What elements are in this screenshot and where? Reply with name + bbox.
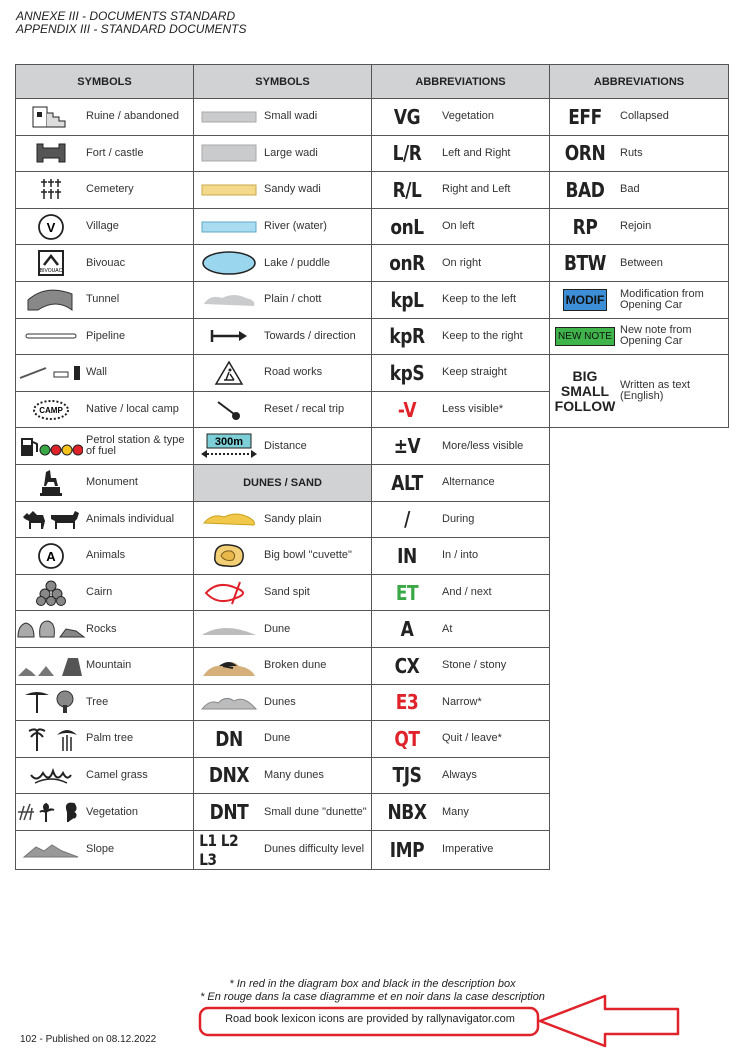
abbreviation-code: kpS [389, 360, 425, 385]
subheader-dunes-sand: DUNES / SAND [194, 464, 372, 501]
abbreviation-code: A [400, 617, 414, 642]
entry-description: Alternance [442, 476, 495, 489]
column-header-symbols-1: SYMBOLS [16, 65, 194, 99]
entry-description: More/less visible [442, 439, 524, 452]
entry-description: Bad [620, 183, 640, 196]
credit-text: Road book lexicon icons are provided by rallynavigator.com [225, 1013, 515, 1025]
entry-description: Native / local camp [86, 403, 179, 416]
header-line-fr: ANNEXE III - DOCUMENTS STANDARD [16, 9, 236, 23]
entry-description: Small wadi [264, 110, 318, 123]
abbreviation-code: CX [394, 653, 420, 678]
abbreviation-code: NBX [387, 800, 427, 825]
abbreviation-code: IN [397, 543, 417, 568]
abbreviation-code: -V [397, 397, 417, 422]
column-header-abbreviations-2: ABBREVIATIONS [550, 65, 729, 99]
abbreviation-code: ET [395, 580, 419, 605]
entry-description: Monument [86, 476, 138, 489]
entry-description: On left [442, 220, 475, 233]
entry-description: Cairn [86, 586, 113, 599]
entry-description: At [442, 622, 453, 635]
entry-description: Fort / castle [86, 146, 144, 159]
entry-description: Stone / stony [442, 659, 507, 672]
abbreviation-code: DNX [208, 763, 250, 788]
entry-description: Mountain [86, 659, 132, 672]
published-info: 102 - Published on 08.12.2022 [20, 1034, 157, 1045]
entry-description: Dune [264, 622, 291, 635]
entry-description: Less visible* [442, 403, 504, 416]
abbreviation-code: ALT [391, 470, 423, 495]
header-line-en: APPENDIX III - STANDARD DOCUMENTS [16, 22, 247, 36]
abbreviation-code: BTW [563, 251, 607, 276]
entry-description: Imperative [442, 843, 494, 856]
entry-description: Left and Right [442, 146, 511, 159]
entry-description: Ruine / abandoned [86, 110, 179, 123]
credit-highlight-box [200, 1008, 538, 1035]
entry-description: Reset / recal trip [264, 403, 345, 416]
abbreviation-code: DN [215, 726, 243, 751]
column-header-abbreviations-1: ABBREVIATIONS [372, 65, 550, 99]
abbreviation-code: VG [393, 104, 421, 129]
entry-description: Sandy wadi [264, 183, 321, 196]
entry-description: Palm tree [86, 732, 134, 745]
entry-description: Big bowl "cuvette" [264, 549, 352, 562]
entry-description: Many [442, 805, 469, 818]
entry-description: Cemetery [86, 183, 134, 196]
arrow-shape [540, 996, 678, 1046]
entry-description: Sand spit [264, 586, 310, 599]
entry-description: Collapsed [620, 110, 669, 123]
entry-description: Petrol station & type of fuel [86, 434, 185, 458]
abbreviation-code: BAD [565, 177, 605, 202]
abbreviation-code: L1 L2 L3 [199, 830, 239, 869]
entry-description: Between [620, 256, 663, 269]
entry-description: New note from Opening Car [620, 324, 692, 348]
abbreviation-code: kpL [390, 287, 424, 312]
column-header-symbols-2: SYMBOLS [194, 65, 372, 99]
entry-description: Animals [86, 549, 126, 562]
entry-description: Bivouac [86, 256, 126, 269]
entry-description: Village [86, 220, 119, 233]
entry-description: Always [442, 768, 477, 781]
entry-description: Right and Left [442, 183, 511, 196]
big-small-follow-text: BIG SMALL FOLLOW [554, 367, 616, 414]
abbreviation-code: DNT [209, 800, 249, 825]
entry-description: Broken dune [264, 659, 327, 672]
entry-description: Many dunes [264, 768, 324, 781]
distance-badge-text: 300m [214, 436, 244, 449]
abbreviation-code: ±V [393, 434, 421, 459]
entry-description: Distance [264, 439, 307, 452]
entry-description: River (water) [264, 220, 327, 233]
entry-description: Animals individual [86, 512, 175, 525]
abbreviation-code: ORN [564, 141, 606, 166]
entry-description: Keep to the left [442, 293, 516, 306]
entry-description: Quit / leave* [442, 732, 502, 745]
abbreviation-code: QT [394, 726, 420, 751]
abbreviation-code: EFF [568, 104, 602, 129]
abbreviation-code: TJS [392, 763, 422, 788]
entry-description: Narrow* [442, 695, 482, 708]
entry-description: Keep straight [442, 366, 507, 379]
entry-description: Vegetation [442, 110, 494, 123]
entry-description: Road works [264, 366, 323, 379]
entry-description: Dune [264, 732, 291, 745]
entry-description: Ruts [620, 146, 643, 159]
abbreviation-code: onL [390, 214, 424, 239]
footnote-en: * In red in the diagram box and black in the description box [229, 978, 516, 990]
modif-badge: MODIF [563, 289, 608, 311]
abbreviation-code: E3 [395, 690, 419, 715]
entry-description: Large wadi [264, 146, 318, 159]
svg-text:V: V [46, 219, 56, 235]
abbreviation-code: onR [389, 251, 425, 276]
entry-description: Slope [86, 843, 115, 856]
abbreviation-code: RP [572, 214, 598, 239]
entry-description: Rejoin [620, 220, 652, 233]
entry-description: And / next [442, 586, 492, 599]
abbreviation-code: R/L [392, 177, 422, 202]
entry-description: Lake / puddle [264, 256, 331, 269]
entry-description: During [442, 512, 475, 525]
abbreviation-code: L/R [392, 141, 422, 166]
entry-description: Vegetation [86, 805, 138, 818]
entry-description: Modification from Opening Car [620, 287, 704, 311]
svg-text:CAMP: CAMP [39, 405, 63, 415]
entry-description: Dunes [264, 695, 296, 708]
entry-description: Wall [86, 366, 107, 379]
newnote-badge: NEW NOTE [555, 327, 615, 346]
footnote-fr: * En rouge dans la case diagramme et en noir dans la case description [200, 991, 545, 1003]
entry-description: Pipeline [86, 329, 126, 342]
entry-description: On right [442, 256, 482, 269]
abbreviation-code: / [404, 507, 410, 532]
svg-text:A: A [46, 548, 56, 564]
entry-description: Keep to the right [442, 329, 523, 342]
entry-description: Small dune "dunette" [264, 805, 367, 818]
svg-text:BIVOUAC: BIVOUAC [39, 268, 63, 275]
abbreviation-code: IMP [389, 837, 425, 862]
entry-description: Tree [86, 695, 109, 708]
entry-description: Plain / chott [264, 293, 322, 306]
entry-description: Camel grass [86, 768, 148, 781]
entry-description: Dunes difficulty level [264, 843, 365, 856]
abbreviation-code: kpR [389, 324, 425, 349]
entry-description: Tunnel [86, 293, 120, 306]
entry-description: Sandy plain [264, 512, 322, 525]
entry-description: Written as text (English) [620, 379, 691, 403]
entry-description: Rocks [86, 622, 117, 635]
entry-description: Towards / direction [264, 329, 356, 342]
entry-description: In / into [442, 549, 479, 562]
